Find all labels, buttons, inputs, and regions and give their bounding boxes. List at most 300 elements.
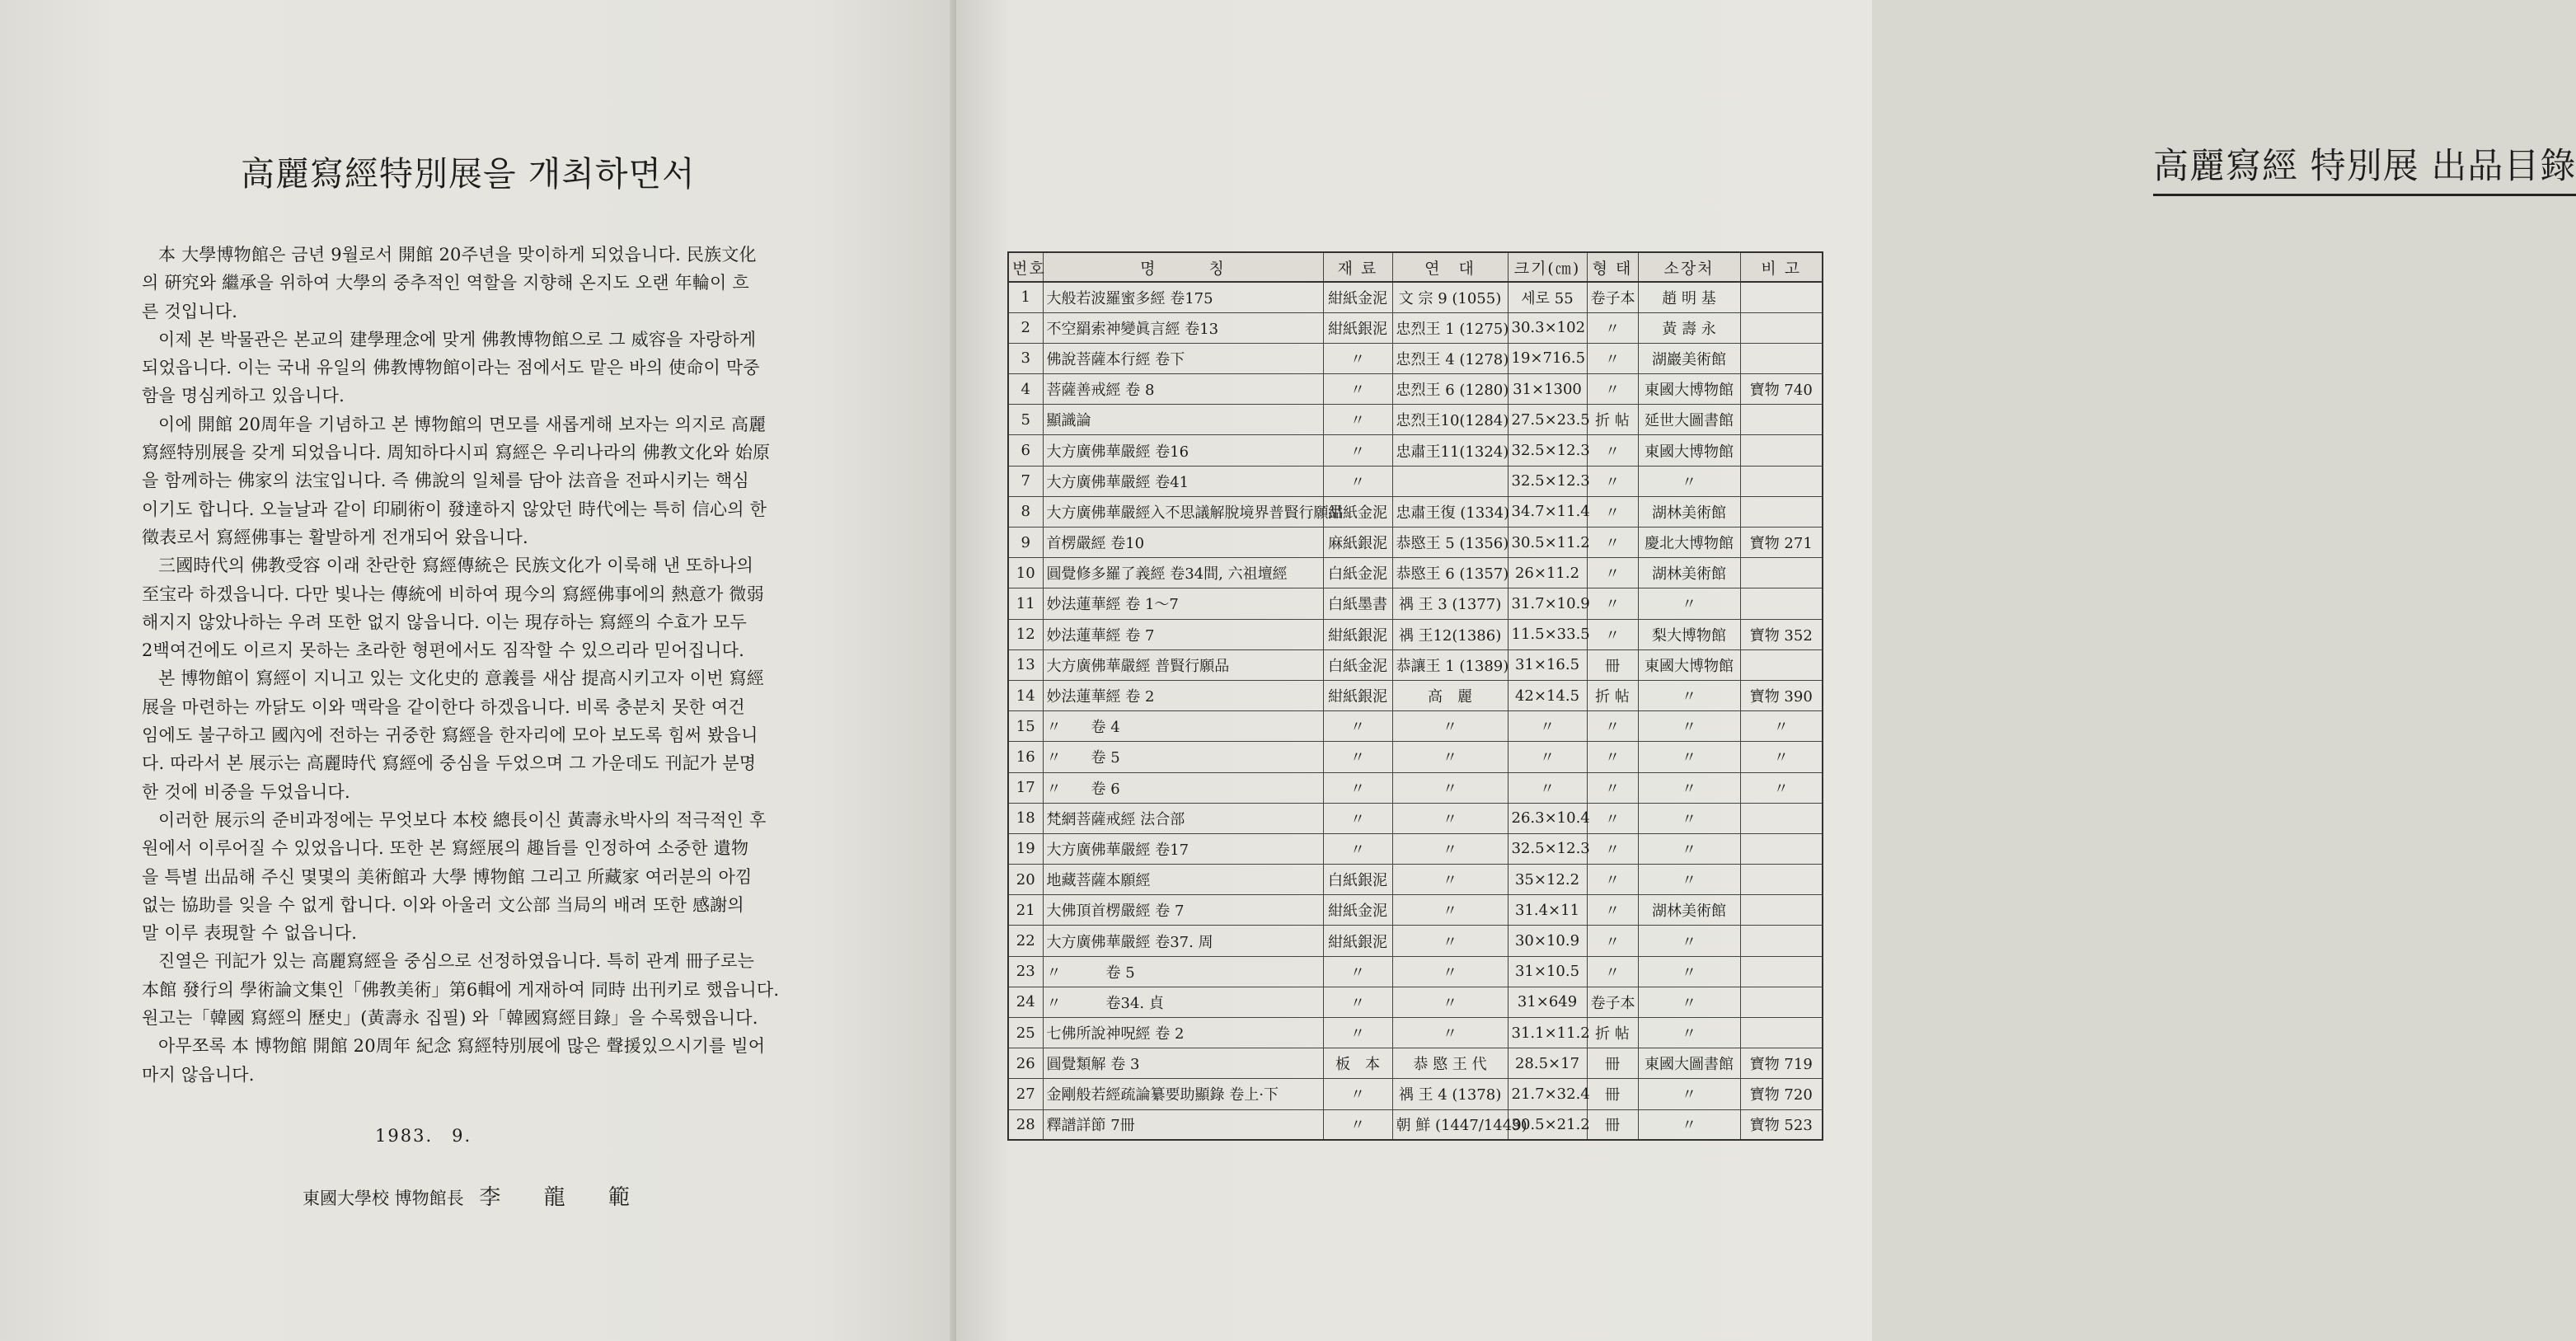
table-row (1008, 343, 1823, 373)
cell-number: 12 (1008, 619, 1043, 649)
cell-material: 〃 (1323, 711, 1392, 742)
cell-title: 地藏菩薩本願經 (1043, 865, 1323, 895)
cell-title: 圓覺修多羅了義經 卷34間, 六祖壇經 (1043, 558, 1323, 588)
cell-size: 27.5×23.5 (1508, 405, 1587, 435)
table-row (1008, 405, 1823, 435)
cell-material: 白紙金泥 (1323, 649, 1392, 680)
cell-title: 〃 卷 5 (1043, 956, 1323, 987)
cell-number: 15 (1008, 711, 1043, 742)
cell-date: 高 麗 (1392, 680, 1508, 710)
header-material: 재 료 (1323, 252, 1392, 282)
preface-line: 의 硏究와 繼承을 위하여 大學의 중추적인 역할을 지향해 온지도 오랜 年輪이 흐 (142, 273, 749, 293)
cell-size: 32.5×12.3 (1508, 466, 1587, 496)
preface-line: 이에 開館 20周年을 기념하고 본 博物館의 면모를 새롭게해 보자는 의지로 高麗 (158, 414, 767, 434)
cell-size: 30×10.9 (1508, 926, 1587, 956)
header-title: 명 칭 (1043, 252, 1323, 282)
cell-date: 文 宗 9 (1055) (1392, 282, 1508, 312)
cell-title: 大般若波羅蜜多經 卷175 (1043, 282, 1323, 312)
cell-number: 9 (1008, 527, 1043, 558)
cell-form: 卷子本 (1587, 282, 1638, 312)
cell-note (1740, 649, 1823, 680)
cell-number: 26 (1008, 1048, 1043, 1079)
cell-date: 〃 (1392, 926, 1508, 956)
cell-owner: 〃 (1638, 1079, 1740, 1109)
cell-date: 〃 (1392, 1018, 1508, 1048)
cell-number: 17 (1008, 772, 1043, 803)
cell-size: 21.7×32.4 (1508, 1079, 1587, 1109)
cell-date: 禑 王 4 (1378) (1392, 1079, 1508, 1109)
signature-name: 李 龍 範 (479, 1185, 648, 1210)
cell-title: 〃 卷 5 (1043, 742, 1323, 772)
cell-owner: 東國大博物館 (1638, 374, 1740, 405)
cell-material: 〃 (1323, 987, 1392, 1017)
cell-number: 13 (1008, 649, 1043, 680)
header-form: 형 태 (1587, 252, 1638, 282)
cell-material: 〃 (1323, 405, 1392, 435)
table-row (1008, 1048, 1823, 1079)
cell-material: 〃 (1323, 742, 1392, 772)
cell-owner: 〃 (1638, 588, 1740, 619)
cell-note: 寶物 720 (1740, 1079, 1823, 1109)
cell-form: 冊 (1587, 1079, 1638, 1109)
cell-form: 〃 (1587, 435, 1638, 466)
cell-owner: 東國大博物館 (1638, 435, 1740, 466)
cell-title: 佛說菩薩本行經 卷下 (1043, 343, 1323, 373)
cell-number: 25 (1008, 1018, 1043, 1048)
cell-number: 3 (1008, 343, 1043, 373)
cell-note (1740, 987, 1823, 1017)
cell-date: 禑 王 3 (1377) (1392, 588, 1508, 619)
cell-owner: 〃 (1638, 833, 1740, 864)
cell-size: 26×11.2 (1508, 558, 1587, 588)
cell-form: 〃 (1587, 742, 1638, 772)
signature-affiliation: 東國大學校 博物館長 (303, 1189, 464, 1208)
preface-line: 이러한 展示의 준비과정에는 무엇보다 本校 總長이신 黃壽永박사의 적극적인 후 (158, 809, 767, 830)
cell-title: 顯識論 (1043, 405, 1323, 435)
cell-note: 寶物 740 (1740, 374, 1823, 405)
cell-date: 〃 (1392, 711, 1508, 742)
cell-form: 〃 (1587, 803, 1638, 833)
cell-size: 31.1×11.2 (1508, 1018, 1587, 1048)
cell-note (1740, 312, 1823, 343)
preface-body (142, 241, 826, 1089)
cell-number: 1 (1008, 282, 1043, 312)
cell-number: 10 (1008, 558, 1043, 588)
table-row (1008, 1079, 1823, 1109)
cell-number: 14 (1008, 680, 1043, 710)
preface-line: 이제 본 박물관은 본교의 建學理念에 맞게 佛教博物館으로 그 威容을 자랑하게 (158, 329, 757, 349)
cell-size: 31×10.5 (1508, 956, 1587, 987)
cell-size: 31.4×11 (1508, 895, 1587, 926)
cell-material: 〃 (1323, 374, 1392, 405)
cell-note: 寶物 523 (1740, 1109, 1823, 1140)
table-row (1008, 1018, 1823, 1048)
preface-line: 을 특별 出品해 주신 몇몇의 美術館과 大學 博物館 그리고 所藏家 여러분의 아낌 (142, 866, 753, 887)
preface-line: 다. 따라서 본 展示는 高麗時代 寫經에 중심을 두었으며 그 가운데도 刊記가 분명 (142, 753, 757, 774)
cell-note (1740, 1018, 1823, 1048)
cell-owner: 〃 (1638, 865, 1740, 895)
header-note: 비 고 (1740, 252, 1823, 282)
cell-material: 〃 (1323, 803, 1392, 833)
cell-owner: 〃 (1638, 772, 1740, 803)
cell-number: 27 (1008, 1079, 1043, 1109)
cell-title: 圓覺類解 卷 3 (1043, 1048, 1323, 1079)
cell-title: 大方廣佛華嚴經入不思議解脫境界普賢行願品 (1043, 496, 1323, 527)
cell-note: 寶物 271 (1740, 527, 1823, 558)
table-row (1008, 282, 1823, 312)
cell-material: 白紙銀泥 (1323, 865, 1392, 895)
cell-material: 紺紙銀泥 (1323, 680, 1392, 710)
cell-owner: 〃 (1638, 956, 1740, 987)
cell-title: 梵網菩薩戒經 法合部 (1043, 803, 1323, 833)
cell-title: 七佛所說神呪經 卷 2 (1043, 1018, 1323, 1048)
cell-number: 23 (1008, 956, 1043, 987)
cell-number: 16 (1008, 742, 1043, 772)
cell-owner: 東國大圖書館 (1638, 1048, 1740, 1079)
cell-title: 大方廣佛華嚴經 卷41 (1043, 466, 1323, 496)
table-row (1008, 312, 1823, 343)
cell-material: 〃 (1323, 1018, 1392, 1048)
cell-title: 金剛般若經疏論纂要助顯錄 卷上·下 (1043, 1079, 1323, 1109)
cell-size: 34.7×11.4 (1508, 496, 1587, 527)
cell-size: 〃 (1508, 772, 1587, 803)
preface-line: 본 博物館이 寫經이 지니고 있는 文化史的 意義를 새삼 提高시키고자 이번 寫經 (158, 668, 765, 689)
cell-size: 11.5×33.5 (1508, 619, 1587, 649)
cell-note (1740, 865, 1823, 895)
cell-material: 紺紙金泥 (1323, 496, 1392, 527)
cell-material: 板 本 (1323, 1048, 1392, 1079)
cell-size: 19×716.5 (1508, 343, 1587, 373)
preface-line: 함을 명심케하고 있읍니다. (142, 386, 345, 406)
table-row (1008, 527, 1823, 558)
cell-form: 〃 (1587, 374, 1638, 405)
cell-form: 〃 (1587, 956, 1638, 987)
table-row (1008, 742, 1823, 772)
table-row (1008, 772, 1823, 803)
cell-date: 忠烈王 6 (1280) (1392, 374, 1508, 405)
preface-line: 本館 發行의 學術論文集인「佛教美術」第6輯에 게재하여 同時 出刊키로 했읍니다. (142, 979, 780, 1000)
table-row (1008, 649, 1823, 680)
table-row (1008, 374, 1823, 405)
cell-material: 〃 (1323, 772, 1392, 803)
preface-line: 한 것에 비중을 두었읍니다. (142, 781, 350, 802)
table-row (1008, 680, 1823, 710)
cell-form: 〃 (1587, 711, 1638, 742)
cell-material: 紺紙金泥 (1323, 895, 1392, 926)
preface-line: 되었읍니다. 이는 국내 유일의 佛教博物館이라는 점에서도 맡은 바의 使命이 막중 (142, 358, 760, 378)
cell-title: 菩薩善戒經 卷 8 (1043, 374, 1323, 405)
cell-form: 冊 (1587, 649, 1638, 680)
cell-owner: 〃 (1638, 987, 1740, 1017)
signature (303, 1180, 648, 1211)
cell-owner: 黃 壽 永 (1638, 312, 1740, 343)
cell-form: 折 帖 (1587, 1018, 1638, 1048)
cell-title: 妙法蓮華經 卷 2 (1043, 680, 1323, 710)
cell-date: 〃 (1392, 742, 1508, 772)
cell-owner: 慶北大博物館 (1638, 527, 1740, 558)
cell-date (1392, 466, 1508, 496)
cell-material: 〃 (1323, 1079, 1392, 1109)
cell-size: 〃 (1508, 711, 1587, 742)
cell-note (1740, 895, 1823, 926)
preface-line: 마지 않읍니다. (142, 1064, 255, 1085)
table-row (1008, 987, 1823, 1017)
preface-line: 2백여건에도 이르지 못하는 초라한 형편에서도 짐작할 수 있으리라 믿어집니다. (142, 640, 744, 661)
preface-line: 원고는「韓國 寫經의 歷史」(黃壽永 집필) 와「韓國寫經目錄」을 수록했읍니다. (142, 1008, 758, 1029)
cell-owner: 〃 (1638, 926, 1740, 956)
cell-note (1740, 803, 1823, 833)
header-number: 번호 (1008, 252, 1043, 282)
preface-date: 1983. 9. (375, 1126, 472, 1146)
table-row (1008, 466, 1823, 496)
table-row (1008, 435, 1823, 466)
catalog-header-row (1008, 252, 1823, 282)
cell-title: 妙法蓮華經 卷 7 (1043, 619, 1323, 649)
cell-size: 세로 55 (1508, 282, 1587, 312)
cell-title: 〃 卷34. 貞 (1043, 987, 1323, 1017)
cell-date: 恭讓王 1 (1389) (1392, 649, 1508, 680)
cell-owner: 趙 明 基 (1638, 282, 1740, 312)
cell-number: 2 (1008, 312, 1043, 343)
cell-owner: 〃 (1638, 1109, 1740, 1140)
cell-owner: 〃 (1638, 1018, 1740, 1048)
cell-size: 〃 (1508, 742, 1587, 772)
cell-owner: 〃 (1638, 680, 1740, 710)
cell-owner: 〃 (1638, 742, 1740, 772)
cell-note (1740, 405, 1823, 435)
cell-note (1740, 466, 1823, 496)
cell-note (1740, 956, 1823, 987)
cell-date: 忠肅王復 (1334) (1392, 496, 1508, 527)
preface-line: 아무쪼록 本 博物館 開館 20周年 紀念 寫經特別展에 많은 聲援있으시기를 빌어 (158, 1036, 766, 1057)
cell-material: 〃 (1323, 435, 1392, 466)
cell-title: 大方廣佛華嚴經 卷37. 周 (1043, 926, 1323, 956)
cell-date: 〃 (1392, 803, 1508, 833)
cell-form: 〃 (1587, 588, 1638, 619)
cell-size: 30.5×21.2 (1508, 1109, 1587, 1140)
cell-form: 〃 (1587, 926, 1638, 956)
cell-date: 〃 (1392, 987, 1508, 1017)
table-row (1008, 956, 1823, 987)
cell-number: 28 (1008, 1109, 1043, 1140)
cell-title: 大佛頂首楞嚴經 卷 7 (1043, 895, 1323, 926)
cell-form: 〃 (1587, 619, 1638, 649)
cell-owner: 〃 (1638, 803, 1740, 833)
cell-size: 31×16.5 (1508, 649, 1587, 680)
cell-number: 11 (1008, 588, 1043, 619)
cell-note: 寶物 719 (1740, 1048, 1823, 1079)
table-row (1008, 558, 1823, 588)
cell-size: 30.3×102 (1508, 312, 1587, 343)
cell-title: 不空羂索神變眞言經 卷13 (1043, 312, 1323, 343)
cell-date: 〃 (1392, 956, 1508, 987)
cell-date: 忠烈王10(1284) (1392, 405, 1508, 435)
cell-form: 〃 (1587, 527, 1638, 558)
cell-number: 8 (1008, 496, 1043, 527)
cell-note (1740, 833, 1823, 864)
preface-line: 말 이루 表現할 수 없읍니다. (142, 923, 358, 944)
cell-number: 24 (1008, 987, 1043, 1017)
cell-note (1740, 343, 1823, 373)
cell-note: 寶物 390 (1740, 680, 1823, 710)
cell-owner: 東國大博物館 (1638, 649, 1740, 680)
preface-line: 해지지 않았나하는 우려 또한 없지 않읍니다. 이는 現存하는 寫經의 수효가 모두 (142, 612, 748, 632)
cell-form: 〃 (1587, 558, 1638, 588)
cell-title: 妙法蓮華經 卷 1～7 (1043, 588, 1323, 619)
cell-size: 35×12.2 (1508, 865, 1587, 895)
cell-owner: 梨大博物館 (1638, 619, 1740, 649)
cell-number: 18 (1008, 803, 1043, 833)
cell-note: 〃 (1740, 711, 1823, 742)
cell-form: 〃 (1587, 865, 1638, 895)
cell-form: 〃 (1587, 496, 1638, 527)
cell-form: 折 帖 (1587, 680, 1638, 710)
cell-date: 〃 (1392, 865, 1508, 895)
cell-size: 31.7×10.9 (1508, 588, 1587, 619)
cell-material: 紺紙銀泥 (1323, 926, 1392, 956)
cell-title: 釋譜詳節 7冊 (1043, 1109, 1323, 1140)
cell-form: 〃 (1587, 312, 1638, 343)
cell-date: 恭愍王 6 (1357) (1392, 558, 1508, 588)
cell-size: 31×1300 (1508, 374, 1587, 405)
cell-number: 4 (1008, 374, 1043, 405)
table-row (1008, 619, 1823, 649)
cell-date: 忠肅王11(1324) (1392, 435, 1508, 466)
cell-title: 大方廣佛華嚴經 卷16 (1043, 435, 1323, 466)
preface-line: 임에도 불구하고 國內에 전하는 귀중한 寫經을 한자리에 모아 보도록 힘써 봤읍니 (142, 725, 758, 746)
preface-title: 高麗寫經特別展을 개최하면서 (241, 154, 696, 194)
header-date: 연 대 (1392, 252, 1508, 282)
cell-number: 20 (1008, 865, 1043, 895)
table-row (1008, 833, 1823, 864)
cell-size: 28.5×17 (1508, 1048, 1587, 1079)
cell-material: 〃 (1323, 343, 1392, 373)
preface-line: 寫經特別展을 갖게 되었읍니다. 周知하다시피 寫經은 우리나라의 佛教文化와 始原 (142, 443, 771, 463)
cell-size: 30.5×11.2 (1508, 527, 1587, 558)
cell-note: 寶物 352 (1740, 619, 1823, 649)
cell-title: 大方廣佛華嚴經 卷17 (1043, 833, 1323, 864)
cell-title: 〃 卷 4 (1043, 711, 1323, 742)
cell-number: 6 (1008, 435, 1043, 466)
cell-date: 恭 愍 王 代 (1392, 1048, 1508, 1079)
cell-size: 31×649 (1508, 987, 1587, 1017)
preface-line: 이기도 합니다. 오늘날과 같이 印刷術이 發達하지 않았던 時代에는 특히 信心의 한 (142, 499, 767, 519)
cell-date: 忠烈王 1 (1275) (1392, 312, 1508, 343)
table-row (1008, 588, 1823, 619)
preface-line: 至宝라 하겠읍니다. 다만 빛나는 傳統에 비하여 現今의 寫經佛事에의 熱意가 微弱 (142, 584, 764, 604)
cell-note (1740, 496, 1823, 527)
cell-date: 禑 王12(1386) (1392, 619, 1508, 649)
cell-material: 〃 (1323, 833, 1392, 864)
cell-size: 32.5×12.3 (1508, 435, 1587, 466)
header-owner: 소장처 (1638, 252, 1740, 282)
cell-number: 7 (1008, 466, 1043, 496)
preface-line: 展을 마련하는 까닭도 이와 맥락을 같이한다 하겠읍니다. 비록 충분치 못한 여건 (142, 696, 745, 717)
cell-material: 〃 (1323, 466, 1392, 496)
cell-note: 〃 (1740, 772, 1823, 803)
cell-number: 5 (1008, 405, 1043, 435)
cell-form: 〃 (1587, 833, 1638, 864)
preface-line: 진열은 刊記가 있는 高麗寫經을 중심으로 선정하였읍니다. 특히 관계 冊子로는 (158, 951, 755, 972)
cell-size: 32.5×12.3 (1508, 833, 1587, 864)
cell-date: 忠烈王 4 (1278) (1392, 343, 1508, 373)
preface-line: 을 함께하는 佛家의 法宝입니다. 즉 佛說의 일체를 담아 法音을 전파시키는 핵심 (142, 471, 749, 491)
cell-date: 〃 (1392, 895, 1508, 926)
preface-line: 本 大學博物館은 금년 9월로서 開館 20주년을 맞이하게 되었읍니다. 民族文化 (158, 245, 757, 265)
cell-number: 22 (1008, 926, 1043, 956)
cell-material: 〃 (1323, 956, 1392, 987)
cell-date: 恭愍王 5 (1356) (1392, 527, 1508, 558)
cell-date: 〃 (1392, 833, 1508, 864)
table-row (1008, 895, 1823, 926)
cell-form: 冊 (1587, 1109, 1638, 1140)
cell-size: 26.3×10.4 (1508, 803, 1587, 833)
cell-material: 白紙墨書 (1323, 588, 1392, 619)
table-row (1008, 1109, 1823, 1140)
cell-material: 紺紙銀泥 (1323, 312, 1392, 343)
cell-note (1740, 926, 1823, 956)
cell-form: 〃 (1587, 772, 1638, 803)
cell-owner: 〃 (1638, 466, 1740, 496)
header-size: 크기(㎝) (1508, 252, 1587, 282)
cell-note (1740, 435, 1823, 466)
left-page (0, 0, 956, 1341)
cell-owner: 湖巖美術館 (1638, 343, 1740, 373)
preface-line: 없는 協助를 잊을 수 없게 합니다. 이와 아울러 文公部 当局의 배려 또한 感謝의 (142, 894, 744, 915)
cell-material: 麻紙銀泥 (1323, 527, 1392, 558)
cell-number: 19 (1008, 833, 1043, 864)
table-row (1008, 711, 1823, 742)
cell-owner: 〃 (1638, 711, 1740, 742)
cell-owner: 湖林美術館 (1638, 895, 1740, 926)
preface-line: 三國時代의 佛教受容 이래 찬란한 寫經傳統은 民族文化가 이룩해 낸 또하나의 (158, 556, 753, 576)
cell-date: 朝 鮮 (1447/1449) (1392, 1109, 1508, 1140)
preface-line: 른 것입니다. (142, 301, 238, 321)
cell-form: 〃 (1587, 343, 1638, 373)
cell-material: 白紙金泥 (1323, 558, 1392, 588)
cell-form: 冊 (1587, 1048, 1638, 1079)
cell-note (1740, 282, 1823, 312)
cell-title: 首楞嚴經 卷10 (1043, 527, 1323, 558)
cell-material: 紺紙金泥 (1323, 282, 1392, 312)
catalog-table (1007, 251, 1823, 1141)
table-row (1008, 865, 1823, 895)
cell-date: 〃 (1392, 772, 1508, 803)
cell-title: 大方廣佛華嚴經 普賢行願品 (1043, 649, 1323, 680)
cell-material: 紺紙銀泥 (1323, 619, 1392, 649)
cell-form: 卷子本 (1587, 987, 1638, 1017)
cell-owner: 湖林美術館 (1638, 558, 1740, 588)
cell-note (1740, 558, 1823, 588)
cell-size: 42×14.5 (1508, 680, 1587, 710)
cell-material: 〃 (1323, 1109, 1392, 1140)
cell-note (1740, 588, 1823, 619)
cell-form: 〃 (1587, 895, 1638, 926)
preface-line: 원에서 이루어질 수 있었읍니다. 또한 본 寫經展의 趣旨를 인정하여 소중한 遺物 (142, 838, 749, 859)
cell-owner: 延世大圖書館 (1638, 405, 1740, 435)
table-row (1008, 926, 1823, 956)
cell-form: 折 帖 (1587, 405, 1638, 435)
table-row (1008, 803, 1823, 833)
cell-note: 〃 (1740, 742, 1823, 772)
catalog-title: 高麗寫經 特別展 出品目錄 (2153, 138, 2576, 196)
cell-title: 〃 卷 6 (1043, 772, 1323, 803)
cell-number: 21 (1008, 895, 1043, 926)
table-row (1008, 496, 1823, 527)
cell-form: 〃 (1587, 466, 1638, 496)
cell-owner: 湖林美術館 (1638, 496, 1740, 527)
preface-line: 徵表로서 寫經佛事는 활발하게 전개되어 왔읍니다. (142, 527, 528, 547)
